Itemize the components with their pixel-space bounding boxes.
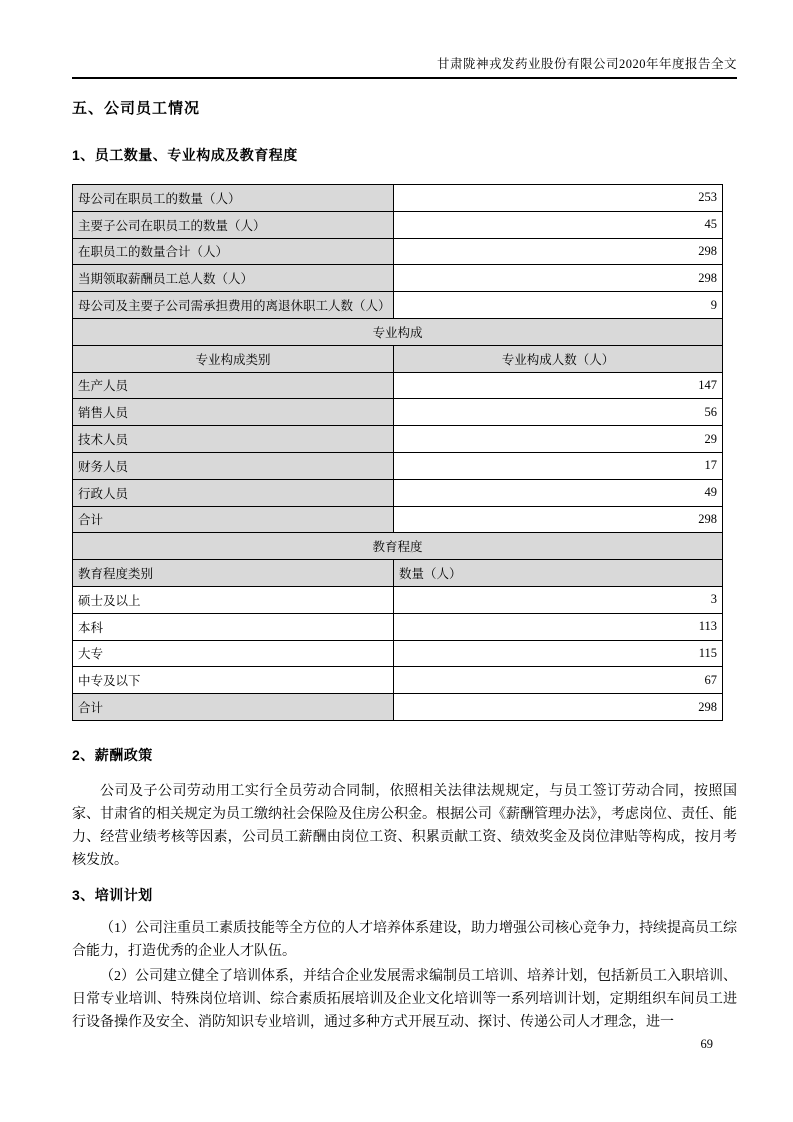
row-value: 67 bbox=[394, 667, 723, 694]
row-label: 技术人员 bbox=[73, 426, 394, 453]
row-value: 298 bbox=[394, 694, 723, 721]
table-header-row bbox=[73, 560, 723, 587]
row-label: 合计 bbox=[73, 506, 394, 533]
table-row bbox=[73, 211, 723, 238]
table-row bbox=[73, 238, 723, 265]
employee-statistics-table bbox=[72, 184, 723, 721]
row-value: 298 bbox=[394, 265, 723, 292]
table-row bbox=[73, 426, 723, 453]
education-col2-header: 数量（人） bbox=[394, 560, 723, 587]
table-row bbox=[73, 479, 723, 506]
row-value: 113 bbox=[394, 613, 723, 640]
table-row bbox=[73, 613, 723, 640]
table-row bbox=[73, 372, 723, 399]
table-section-row bbox=[73, 533, 723, 560]
education-section-header: 教育程度 bbox=[73, 533, 723, 560]
row-value: 253 bbox=[394, 185, 723, 212]
table-row bbox=[73, 399, 723, 426]
row-label: 行政人员 bbox=[73, 479, 394, 506]
subsection-title-compensation: 2、薪酬政策 bbox=[72, 746, 153, 763]
row-label: 主要子公司在职员工的数量（人） bbox=[73, 211, 394, 238]
row-label: 销售人员 bbox=[73, 399, 394, 426]
row-label: 本科 bbox=[73, 613, 394, 640]
table-row bbox=[73, 185, 723, 212]
table-total-row bbox=[73, 506, 723, 533]
table-total-row bbox=[73, 694, 723, 721]
row-value: 45 bbox=[394, 211, 723, 238]
profession-section-header: 专业构成 bbox=[73, 318, 723, 345]
row-value: 298 bbox=[394, 238, 723, 265]
row-label: 硕士及以上 bbox=[73, 586, 394, 613]
row-value: 147 bbox=[394, 372, 723, 399]
row-label: 大专 bbox=[73, 640, 394, 667]
table-row bbox=[73, 292, 723, 319]
report-header-title: 甘肃陇神戎发药业股份有限公司2020年年度报告全文 bbox=[72, 57, 737, 79]
education-col1-header: 教育程度类别 bbox=[73, 560, 394, 587]
table-row bbox=[73, 667, 723, 694]
table-row bbox=[73, 452, 723, 479]
section-title-employee-overview: 五、公司员工情况 bbox=[72, 100, 201, 117]
row-value: 9 bbox=[394, 292, 723, 319]
table-header-row bbox=[73, 345, 723, 372]
row-label: 生产人员 bbox=[73, 372, 394, 399]
subsection-title-headcount: 1、员工数量、专业构成及教育程度 bbox=[72, 147, 298, 163]
row-value: 3 bbox=[394, 586, 723, 613]
row-value: 17 bbox=[394, 452, 723, 479]
row-label: 当期领取薪酬员工总人数（人） bbox=[73, 265, 394, 292]
row-value: 56 bbox=[394, 399, 723, 426]
table-row bbox=[73, 586, 723, 613]
subsection-title-training: 3、培训计划 bbox=[72, 886, 153, 903]
row-label: 中专及以下 bbox=[73, 667, 394, 694]
row-label: 合计 bbox=[73, 694, 394, 721]
table-row bbox=[73, 265, 723, 292]
training-paragraph-2: （2）公司建立健全了培训体系，并结合企业发展需求编制员工培训、培养计划，包括新员工入职培训、日常专业培训、特殊岗位培训、综合素质拓展培训及企业文化培训等一系列培训计划，定期组织车间员工进行设备操作及安全、消防知识专业培训，通过多种方式开展互动、探讨、传递公司人才理念，进一 bbox=[72, 968, 737, 1030]
profession-col2-header: 专业构成人数（人） bbox=[394, 345, 723, 372]
row-label: 母公司在职员工的数量（人） bbox=[73, 185, 394, 212]
row-label: 财务人员 bbox=[73, 452, 394, 479]
page-number: 69 bbox=[700, 1037, 713, 1051]
training-paragraph-1: （1）公司注重员工素质技能等全方位的人才培养体系建设，助力增强公司核心竞争力，持续提高员工综合能力，打造优秀的企业人才队伍。 bbox=[72, 920, 737, 959]
profession-col1-header: 专业构成类别 bbox=[73, 345, 394, 372]
row-value: 298 bbox=[394, 506, 723, 533]
row-label: 在职员工的数量合计（人） bbox=[73, 238, 394, 265]
row-value: 29 bbox=[394, 426, 723, 453]
table-row bbox=[73, 640, 723, 667]
compensation-policy-paragraph: 公司及子公司劳动用工实行全员劳动合同制，依照相关法律法规规定，与员工签订劳动合同，按照国家、甘肃省的相关规定为员工缴纳社会保险及住房公积金。根据公司《薪酬管理办法》，考虑岗位、责任、能力、经营业绩考核等因素，公司员工薪酬由岗位工资、积累贡献工资、绩效奖金及岗位津贴等构成，按月考核发放。 bbox=[72, 783, 737, 868]
table-section-row bbox=[73, 318, 723, 345]
row-value: 49 bbox=[394, 479, 723, 506]
row-value: 115 bbox=[394, 640, 723, 667]
row-label: 母公司及主要子公司需承担费用的离退休职工人数（人） bbox=[73, 292, 394, 319]
